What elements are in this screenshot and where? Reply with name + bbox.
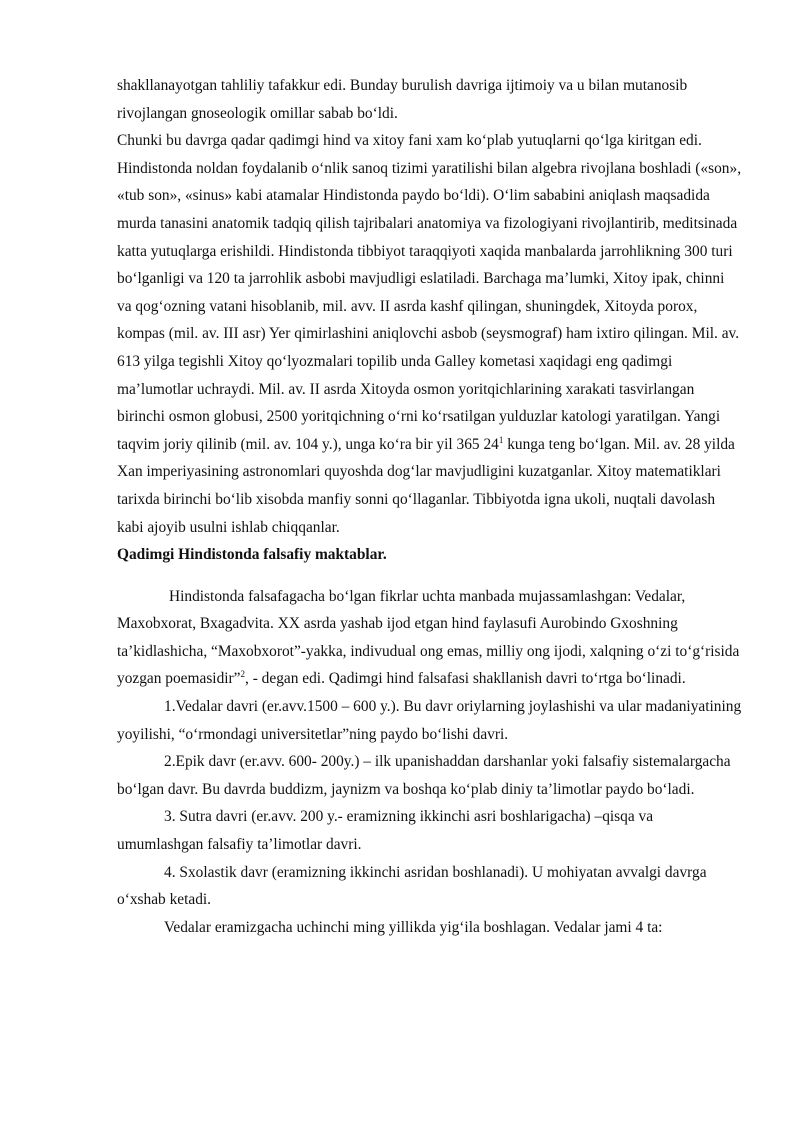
paragraph-sources-text-2: , - degan edi. Qadimgi hind falsafasi shakllanish davri to‘rtga bo‘linadi. xyxy=(245,670,686,688)
period-item-3: 3. Sutra davri (er.avv. 200 y.- eramizning ikkinchi asri boshlarigacha) –qisqa va umumlashgan falsafiy ta’limotlar davri. xyxy=(117,808,654,854)
period-item-1: 1.Vedalar davri (er.avv.1500 – 600 y.). Bu davr oriylarning joylashishi va ular madaniyatining yoyilishi, “o‘rmondagi universitetlar”ning paydo bo‘lishi davri. xyxy=(117,698,742,743)
paragraph-science-achievements xyxy=(117,127,742,541)
paragraph-vedas: Vedalar eramizgacha uchinchi ming yillikda yig‘ila boshlagan. Vedalar jami 4 ta: xyxy=(164,918,663,936)
paragraph-intro: shakllanayotgan tahliliy tafakkur edi. Bunday burulish davriga ijtimoiy va u bilan mutanosib rivojlangan gnoseologik omillar sabab bo‘ldi. xyxy=(117,77,688,122)
footnote-marker-2: 2 xyxy=(240,669,246,680)
paragraph-sources-text-1: Hindistonda falsafagacha bo‘lgan fikrlar uchta manbada mujassamlashgan: Vedalar, Maxobxorat, Bxagadvita. XX asrda yashab ijod etgan hind faylasufi Aurobindo Gxoshning ta’kidlashicha, “Maxobxorot”-yakka, indivudual ong emas, milliy ong ijodi, xalqning o‘zi to‘g‘risida yozgan poemasidir” xyxy=(117,587,740,688)
footnote-marker-1: 1 xyxy=(498,434,504,445)
section-heading: Qadimgi Hindistonda falsafiy maktablar. xyxy=(117,546,387,564)
period-item-4: 4. Sxolastik davr (eramizning ikkinchi asridan boshlanadi). U mohiyatan avvalgi davrga o‘xshab ketadi. xyxy=(117,863,707,909)
paragraph-science-text-2: kunga teng bo‘lgan. Mil. av. 28 yilda Xan imperiyasining astronomlari quyoshda dog‘lar mavjudligini kuzatganlar. Xitoy matematiklari tarixda birinchi bo‘lib xisobda manfiy sonni qo‘llaganlar. Tibbiyotda igna ukoli, nuqtali davolash kabi ajoyib usulni ishlab chiqqanlar. xyxy=(117,435,735,536)
paragraph-sources xyxy=(117,583,742,693)
period-item-2: 2.Epik davr (er.avv. 600- 200y.) – ilk upanishaddan darshanlar yoki falsafiy sistemalargacha bo‘lgan davr. Bu davrda buddizm, jaynizm va boshqa ko‘plab diniy ta’limotlar paydo bo‘ladi. xyxy=(117,753,731,798)
paragraph-science-text-1: Chunki bu davrga qadar qadimgi hind va xitoy fani xam ko‘plab yutuqlarni qo‘lga kiritgan edi. Hindistonda noldan foydalanib o‘nlik sanoq tizimi yaratilishi bilan algebra rivojlana boshladi («son», «tub son», «sinus» kabi atamalar Hindistonda paydo bo‘ldi). O‘lim sababini aniqlash maqsadida murda tanasini anatomik tadqiq qilish tajribalari anatomiya va fizologiyani rivojlantirib, meditsinada katta yutuqlarga erishildi. Hindistonda tibbiyot taraqqiyoti xaqida manbalarda jarrohlikning 300 turi bo‘lganligi va 120 ta jarrohlik asbobi mavjudligi eslatiladi. Barchaga ma’lumki, Xitoy ipak, chinni va qog‘ozning vatani hisoblanib, mil. avv. II asrda kashf qilingan, shuningdek, Xitoyda porox, kompas (mil. av. III asr) Yer qimirlashini aniqlovchi asbob (seysmograf) ham ixtiro qilingan. Mil. av. 613 yilga tegishli Xitoy qo‘lyozmalari topilib unda Galley kometasi xaqidagi eng qadimgi ma’lumotlar uchraydi. Mil. av. II asrda Xitoyda osmon yoritqichlarining xarakati tasvirlangan birinchi osmon globusi, 2500 yoritqichning o‘rni ko‘rsatilgan yulduzlar katologi yaratilgan. Yangi taqvim joriy qilinib (mil. av. 104 y.), unga ko‘ra bir yil 365 24 xyxy=(117,132,742,453)
